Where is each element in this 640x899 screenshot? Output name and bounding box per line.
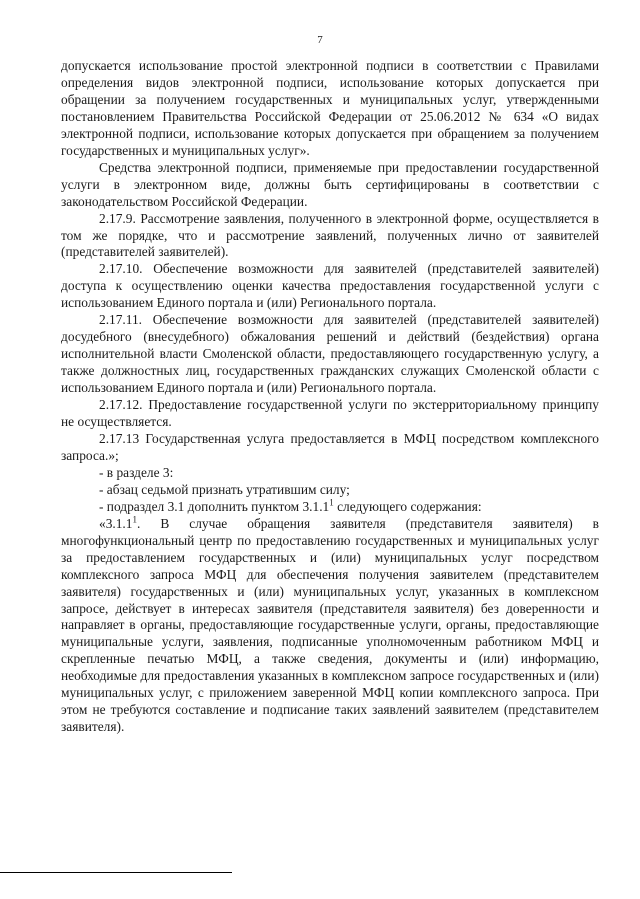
paragraph-2-17-11: 2.17.11. Обеспечение возможности для заявителей (представителей заявителей) досудебного (внесудебного) обжалования решений и действий (бездействия) органа исполнительной власти Смоленской области, предоставляющего государственную услугу, а также должностных лиц, государственных гражданских служащих Смоленской области с использованием Единого портала и (или) Регионального портала. [61,312,599,396]
paragraph-section-3: - в разделе 3: [99,464,174,480]
paragraph-3-1-1-1 [61,516,599,736]
paragraph-signature-tools: Средства электронной подписи, применяемые при предоставлении государственной услуги в электронном виде, должны быть сертифицированы в соответствии с законодательством Российской Федерации. [61,159,599,209]
paragraph-abzac-7: - абзац седьмой признать утратившим силу; [99,481,350,497]
paragraph-simple-signature: допускается использование простой электронной подписи в соответствии с Правилами определения видов электронной подписи, использование которых допускается при обращении за получением государственных и муниципальных услуг, утвержденными постановлением Правительства Российской Федерации от 25.06.2012 № 634 «О видах электронной подписи, использование которых допускается при обращением за получением государственных и муниципальных услуг». [61,58,599,158]
page-number: 7 [317,34,323,46]
text-run: . В случае обращения заявителя (представителя заявителя) в многофункциональный центр по предоставлению государственных и муниципальных услуг за предоставлением государственных и (или) муниципальных услуг посредством комплексного запроса МФЦ для обеспечения получения заявителем (представителем заявителя) государственных и (или) муниципальных услуг, указанных в комплексном запросе, действует в интересах заявителя (представителя заявителя) без доверенности и направляет в органы, предоставляющие государственные услуги, органы, предоставляющие муниципальные услуги, заявления, подписанные уполномоченным работником МФЦ и скрепленные печатью МФЦ, а также сведения, документы и (или) информацию, необходимые для предоставления указанных в комплексном запросе государственных и (или) муниципальных услуг, с приложением заверенной МФЦ копии комплексного запроса. При этом не требуются составление и подписание таких заявлений заявителем (представителем заявителя). [61,515,599,735]
text-run: «3.1.1 [99,515,133,531]
text-run: - подраздел 3.1 дополнить пунктом 3.1.1 [99,498,330,514]
paragraph-2-17-13: 2.17.13 Государственная услуга предоставляется в МФЦ посредством комплексного запроса.»; [61,430,599,463]
paragraph-2-17-10: 2.17.10. Обеспечение возможности для заявителей (представителей заявителей) доступа к осуществлению оценки качества предоставления государственной услуги с использованием Единого портала и (или) Регионального портала. [61,261,599,311]
paragraph-2-17-9: 2.17.9. Рассмотрение заявления, полученного в электронной форме, осуществляется в том же порядке, что и рассмотрение заявлений, полученных лично от заявителей (представителей заявителей). [61,210,599,260]
text-run: следующего содержания: [333,498,482,514]
paragraph-2-17-12: 2.17.12. Предоставление государственной услуги по экстерриториальному принципу не осуществляется. [61,397,599,430]
footnote-rule [0,872,232,873]
document-body [61,58,599,736]
superscript: 1 [329,497,334,508]
paragraph-add-3-1-1-1 [61,499,599,516]
superscript: 1 [132,514,137,525]
